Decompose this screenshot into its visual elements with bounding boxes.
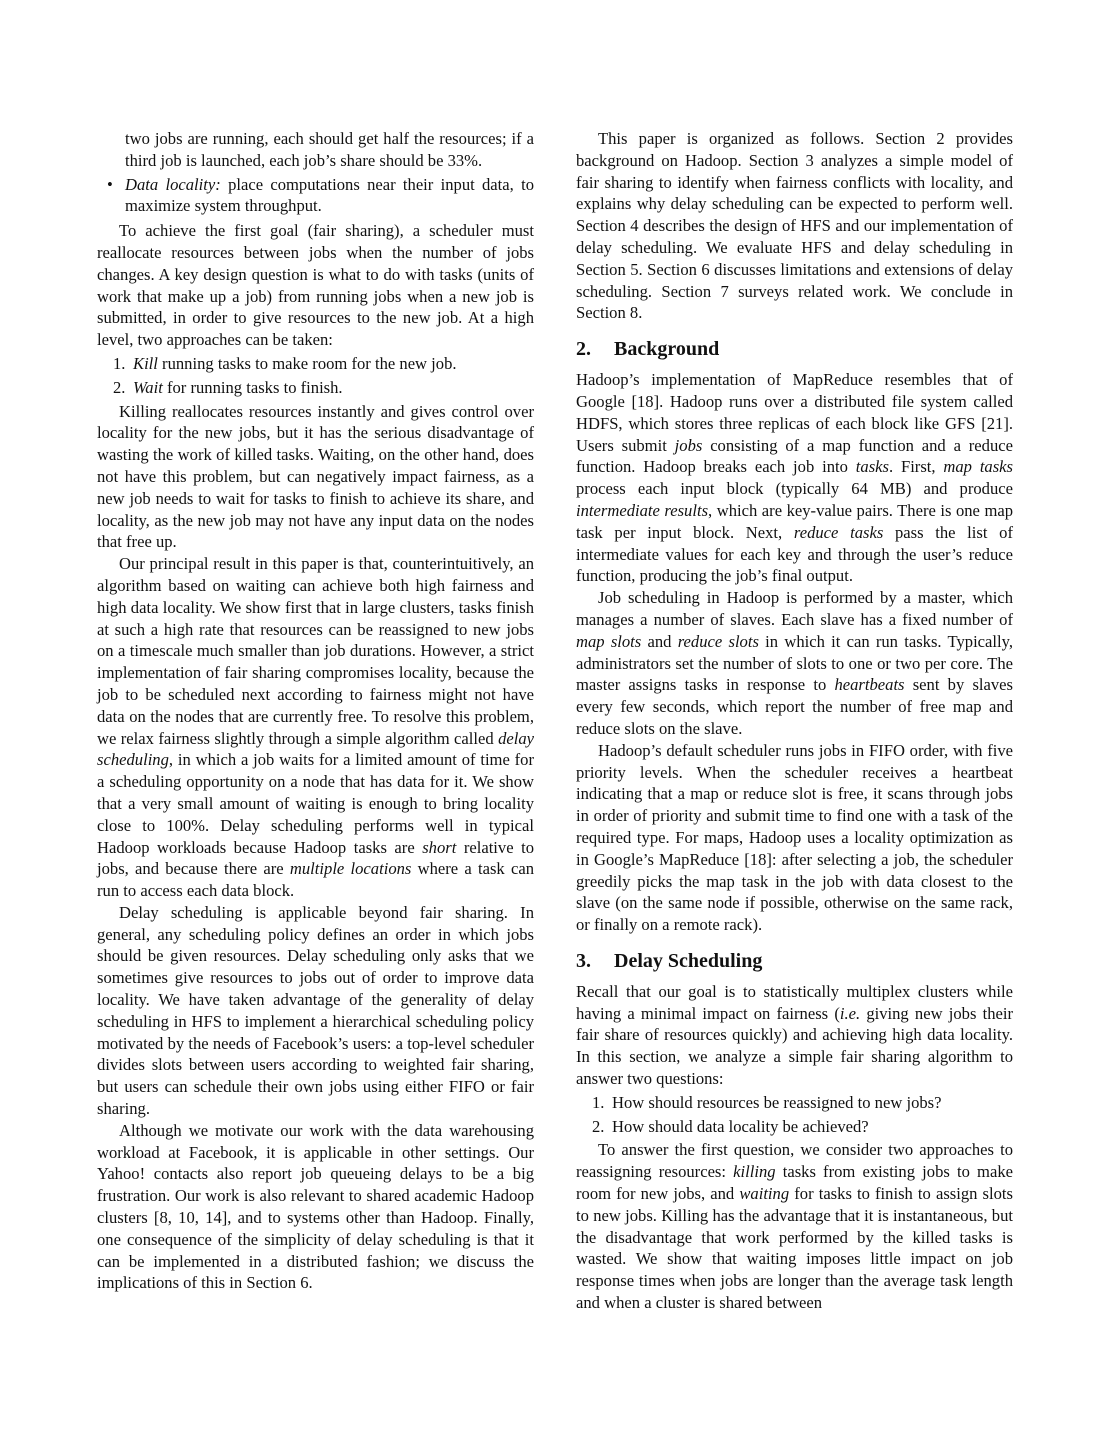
text-run: Job scheduling in Hadoop is performed by a master, which manages a number of slaves. Each slave has a fixed number of	[576, 588, 1013, 629]
emphasized-text: Wait	[133, 377, 163, 397]
emphasized-text: delay scheduling	[97, 728, 534, 770]
list-number: 2.	[592, 1116, 605, 1136]
paragraph-principal-result	[97, 553, 534, 902]
text-run: for tasks to finish to assign slots to new jobs. Killing has the advantage that it is instantaneous, but the disadvantage that work performed by the killed tasks is wasted. We show that waiting imposes little impact on job response times when jobs are longer than the average task length and when a cluster is shared between	[576, 1184, 1013, 1313]
section-number: 3.	[576, 949, 591, 972]
paragraph-beyond-fair-sharing	[97, 902, 534, 1120]
text-run: , in which a job waits for a limited amount of time for a scheduling opportunity on a node that has data for it. We show that a very small amount of waiting is enough to bring locality close to 100%. Delay scheduling performs well in typical Hadoop workloads because Hadoop tasks are	[97, 750, 534, 857]
emphasized-text: killing	[733, 1162, 776, 1182]
paragraph-job-scheduling	[576, 587, 1013, 740]
text-run: in which it can run tasks. Typically, administrators set the number of slots to one or two per core. The master assigns tasks in response to	[576, 631, 1013, 695]
paragraph-hadoop	[576, 369, 1013, 587]
list-item	[97, 377, 534, 399]
text-run: How should resources be reassigned to new jobs?	[612, 1092, 942, 1112]
bullet-text	[125, 175, 534, 216]
emphasized-text: reduce tasks	[793, 522, 884, 542]
list-number: 1.	[113, 353, 126, 373]
emphasized-text: short	[422, 837, 457, 857]
emphasized-text: intermediate results	[576, 500, 709, 520]
text-run: tasks from existing jobs to make room for new jobs, and	[576, 1162, 1013, 1204]
text-run: Delay scheduling is applicable beyond fair sharing. In general, any scheduling policy defines an order in which jobs should be given resources. Delay scheduling only asks that we sometimes give resources to jobs out of order to improve data locality. We have taken advantage of the generality of delay scheduling in HFS to implement a hierarchical scheduling policy motivated by the needs of Facebook’s users: a top-level scheduler divides slots between users according to weighted fair sharing, but users can schedule their own jobs using either FIFO or fair sharing.	[97, 902, 534, 1119]
text-run: Hadoop’s implementation of MapReduce resembles that of Google [18]. Hadoop runs over a distributed file system called HDFS, which stores three replicas of each block like GFS [21]. Users submit	[576, 370, 1013, 455]
text-run: pass the list of intermediate values for each key and through the user’s reduce function, producing the job’s final output.	[576, 522, 1013, 586]
paragraph-killing	[97, 401, 534, 554]
emphasized-text: map tasks	[943, 457, 1014, 477]
section-heading-background	[576, 337, 1013, 361]
text-run: sent by slaves every few seconds, which report the number of free map and reduce slots on the slave.	[576, 675, 1013, 738]
paragraph-recall	[576, 981, 1013, 1090]
text-run: How should data locality be achieved?	[612, 1116, 869, 1136]
questions-list	[576, 1092, 1013, 1138]
text-run: running tasks to make room for the new job.	[157, 353, 457, 373]
emphasized-text: multiple locations	[289, 859, 412, 879]
emphasized-text: jobs	[674, 435, 703, 455]
emphasized-text: i.e.	[839, 1003, 861, 1023]
emphasized-text: waiting	[739, 1184, 790, 1204]
text-run: Killing reallocates resources instantly and gives control over locality for the new jobs, but it has the serious disadvantage of wasting the work of killed tasks. Waiting, on the other hand, does not have this problem, but can negatively impact fairness, as a new job needs to wait for tasks to finish to achieve its share, and locality, as the new job may not have any input data on the nodes that free up.	[97, 401, 534, 552]
emphasized-text: heartbeats	[834, 675, 905, 695]
right-column	[576, 128, 1013, 1314]
continued-list-item	[97, 128, 534, 172]
text-run: process each input block (typically 64 MB) and produce	[576, 479, 1013, 499]
text-run: place computations near their input data, to maximize system throughput.	[125, 174, 534, 216]
text-run: where a task can run to access each data block.	[97, 859, 534, 901]
list-item	[576, 1092, 1013, 1114]
text-run: Although we motivate our work with the data warehousing workload at Facebook, it is applicable in other settings. Our Yahoo! contacts also report job queueing delays to be a big frustration. Our work is also relevant to shared academic Hadoop clusters [8, 10, 14], and to systems other than Hadoop. Finally, one consequence of the simplicity of delay scheduling is that it can be implemented in a distributed fashion; we discuss the implications of this in Section 6.	[97, 1120, 534, 1293]
left-column	[97, 128, 534, 1294]
text-run: , which are key-value pairs. There is one map task per input block. Next,	[576, 500, 1014, 542]
section-heading-delay-scheduling	[576, 949, 1013, 973]
list-item	[576, 1116, 1013, 1138]
emphasized-text: Kill	[133, 353, 158, 373]
emphasized-text: reduce slots	[677, 631, 759, 651]
text-run: for running tasks to finish.	[162, 377, 343, 397]
paragraph-answer	[576, 1139, 1013, 1313]
text-run: Recall that our goal is to statistically multiplex clusters while having a minimal impact on fairness (	[576, 981, 1013, 1023]
text-run: . First,	[888, 457, 944, 477]
approaches-list	[97, 353, 534, 399]
list-item-text	[133, 354, 457, 373]
emphasized-text: tasks	[855, 457, 889, 477]
emphasized-text: map slots	[576, 631, 642, 651]
paragraph-default-scheduler	[576, 740, 1013, 936]
text-run: Hadoop’s default scheduler runs jobs in FIFO order, with five priority levels. When the scheduler receives a heartbeat indicating that a map or reduce slot is free, it scans through jobs in order of priority and submit time to find one with a task of the required type. For maps, Hadoop uses a locality optimization as in Google’s MapReduce [18]: after selecting a job, the scheduler greedily picks the map task in the job with data closest to the slave (on the same node if possible, otherwise on the same rack, or finally on a remote rack).	[576, 740, 1013, 935]
section-title: Delay Scheduling	[614, 949, 763, 972]
list-number: 1.	[592, 1092, 605, 1112]
paragraph-fair-sharing	[97, 220, 534, 351]
text-run: This paper is organized as follows. Section 2 provides background on Hadoop. Section 3 analyzes a simple model of fair sharing to identify when fairness conflicts with locality, and explains why delay scheduling can be expected to perform well. Section 4 describes the design of HFS and our implementation of delay scheduling. We evaluate HFS and delay scheduling in Section 5. Section 6 discusses limitations and extensions of delay scheduling. Section 7 surveys related work. We conclude in Section 8.	[576, 129, 1013, 323]
bullet-data-locality	[97, 174, 534, 218]
bullet-icon: •	[107, 174, 113, 194]
list-number: 2.	[113, 377, 126, 397]
text-run: and	[641, 631, 678, 651]
section-number: 2.	[576, 338, 591, 361]
text-run: relative to jobs, and because there are	[97, 837, 534, 879]
text-run: To achieve the first goal (fair sharing), a scheduler must reallocate resources between jobs when the number of jobs changes. A key design question is what to do with tasks (units of work that make up a job) from running jobs when a new job is submitted, in order to give resources to the new job. At a high level, two approaches can be taken:	[97, 221, 534, 350]
text-run: consisting of a map function and a reduce function. Hadoop breaks each job into	[576, 435, 1013, 477]
text-run: To answer the first question, we consider two approaches to reassigning resources:	[576, 1140, 1013, 1182]
text-run: two jobs are running, each should get half the resources; if a third job is launched, each job’s share should be 33%.	[125, 129, 534, 170]
list-item-text	[612, 1117, 869, 1136]
section-title: Background	[614, 338, 720, 361]
text-run: Our principal result in this paper is that, counterintuitively, an algorithm based on waiting can achieve both high fairness and high data locality. We show first that in large clusters, tasks finish at such a high rate that resources can be reassigned to new jobs on a timescale much smaller than job durations. However, a strict implementation of fair sharing compromises locality, because the job to be scheduled next according to fairness might not have data on the nodes that are currently free. To resolve this problem, we relax fairness slightly through a simple algorithm called	[97, 554, 534, 748]
list-item	[97, 353, 534, 375]
list-item-text	[133, 378, 343, 397]
list-item-text	[612, 1093, 942, 1112]
paragraph-motivation	[97, 1120, 534, 1294]
emphasized-text: Data locality:	[125, 174, 221, 194]
text-run: giving new jobs their fair share of resources quickly) and achieving high data locality. In this section, we analyze a simple fair sharing algorithm to answer two questions:	[576, 1003, 1013, 1089]
paragraph-organization	[576, 128, 1013, 324]
